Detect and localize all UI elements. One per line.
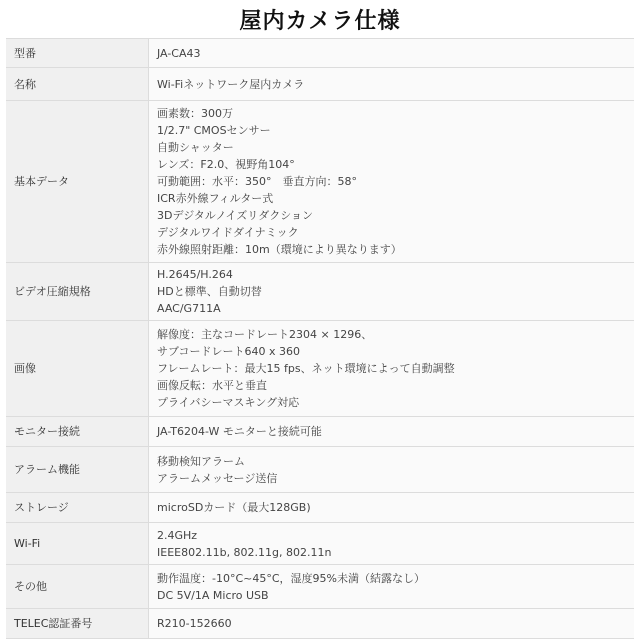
table-row <box>6 493 634 523</box>
row-label: 名称 <box>6 68 149 101</box>
table-row <box>6 321 634 417</box>
row-label: ストレージ <box>6 493 149 523</box>
value-line: 1/2.7" CMOSセンサー <box>157 124 271 137</box>
table-row <box>6 101 634 263</box>
row-value <box>149 101 635 263</box>
value-line: サブコードレート640 x 360 <box>157 345 300 358</box>
value-line: 動作温度：-10°C~45°C，湿度95%未満（結露なし） <box>157 571 425 585</box>
value-line: JA-CA43 <box>157 46 201 60</box>
value-line: 画素数：300万 <box>157 107 233 120</box>
value-line: プライバシーマスキング対応 <box>157 396 300 409</box>
value-line: 画像反転：水平と垂直 <box>157 379 267 392</box>
value-line: IEEE802.11b, 802.11g, 802.11n <box>157 545 332 559</box>
row-label: その他 <box>6 565 149 609</box>
row-label: 画像 <box>6 321 149 417</box>
value-line: デジタルワイドダイナミック <box>157 226 299 239</box>
row-label: Wi-Fi <box>6 523 149 565</box>
row-value <box>149 417 635 447</box>
table-row <box>6 609 634 639</box>
value-line: 解像度：主なコードレート2304 × 1296、 <box>157 328 373 341</box>
table-row <box>6 565 634 609</box>
row-value <box>149 609 635 639</box>
value-line: 移動検知アラーム <box>157 454 245 468</box>
value-line: 2.4GHz <box>157 528 198 542</box>
table-row <box>6 417 634 447</box>
table-row <box>6 263 634 321</box>
value-line: DC 5V/1A Micro USB <box>157 588 269 602</box>
row-label: アラーム機能 <box>6 447 149 493</box>
table-row <box>6 523 634 565</box>
value-line: アラームメッセージ送信 <box>157 471 278 485</box>
value-line: AAC/G711A <box>157 302 221 315</box>
page-title: 屋内カメラ仕様 <box>239 8 401 34</box>
row-value <box>149 39 635 68</box>
table-row <box>6 39 634 68</box>
row-label: 基本データ <box>6 101 149 263</box>
value-line: R210-152660 <box>157 617 232 630</box>
row-label: ビデオ圧縮規格 <box>6 263 149 321</box>
spec-table <box>6 38 634 639</box>
value-line: JA-T6204-W モニターと接続可能 <box>157 425 322 438</box>
row-value <box>149 263 635 321</box>
value-line: フレームレート：最大15 fps、ネット環境によって自動調整 <box>157 362 455 375</box>
value-line: 可動範囲：水平：350° 垂直方向：58° <box>157 175 357 188</box>
row-label: TELEC認証番号 <box>6 609 149 639</box>
row-value <box>149 565 635 609</box>
row-value <box>149 321 635 417</box>
table-row <box>6 68 634 101</box>
value-line: 自動シャッター <box>157 141 234 154</box>
value-line: 赤外線照射距離：10m（環境により異なります） <box>157 243 402 256</box>
value-line: HDと標準、自動切替 <box>157 285 262 298</box>
row-value <box>149 523 635 565</box>
value-line: レンズ：F2.0、視野角104° <box>157 158 295 171</box>
value-line: ICR赤外線フィルター式 <box>157 192 274 205</box>
row-value <box>149 68 635 101</box>
value-line: 3Dデジタルノイズリダクション <box>157 209 314 222</box>
value-line: microSDカード（最大128GB) <box>157 501 311 514</box>
row-label: モニター接続 <box>6 417 149 447</box>
row-label: 型番 <box>6 39 149 68</box>
value-line: Wi-Fiネットワーク屋内カメラ <box>157 77 305 91</box>
table-row <box>6 447 634 493</box>
value-line: H.2645/H.264 <box>157 268 233 281</box>
row-value <box>149 447 635 493</box>
row-value <box>149 493 635 523</box>
